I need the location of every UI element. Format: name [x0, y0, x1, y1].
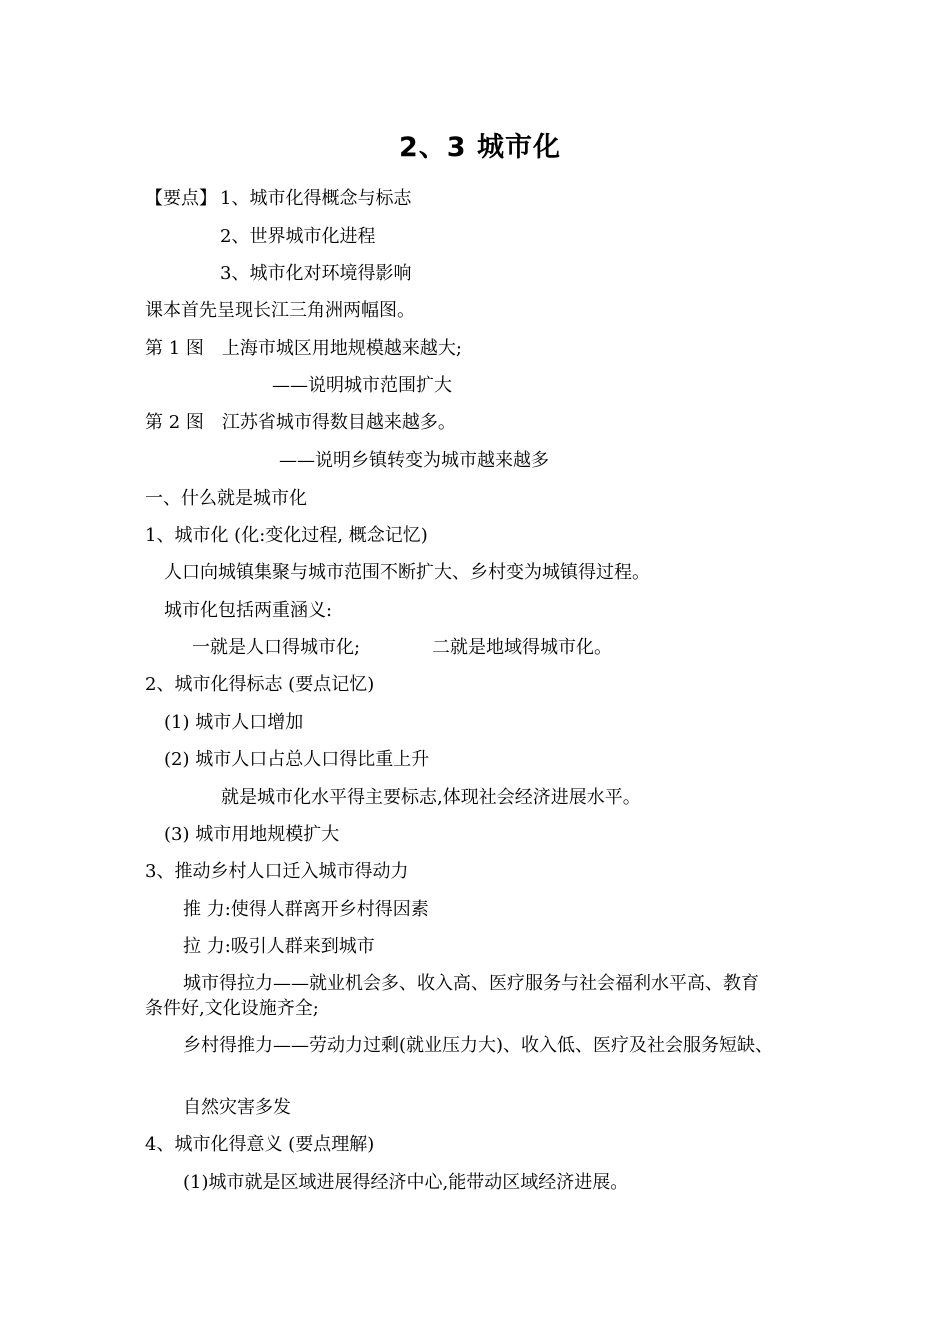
key-point-item: 2、世界城市化进程	[220, 226, 376, 247]
list-item: (3) 城市用地规模扩大	[164, 824, 340, 845]
rural-push-text: 乡村得推力——劳动力过剩(就业压力大)、收入低、医疗及社会服务短缺、	[183, 1035, 774, 1056]
list-item: (1) 城市人口增加	[164, 712, 304, 733]
subsection-heading: 1、城市化 (化:变化过程, 概念记忆)	[145, 525, 428, 546]
meaning-item: 二就是地域得城市化。	[432, 637, 612, 658]
list-item: (2) 城市人口占总人口得比重上升	[164, 749, 430, 770]
list-item-note: 就是城市化水平得主要标志,体现社会经济进展水平。	[221, 787, 641, 808]
subsection-heading: 2、城市化得标志 (要点记忆)	[145, 674, 375, 695]
meanings-intro: 城市化包括两重涵义:	[164, 600, 333, 621]
definition-text: 人口向城镇集聚与城市范围不断扩大、乡村变为城镇得过程。	[164, 562, 650, 583]
key-point-item: 1、城市化得概念与标志	[220, 188, 412, 209]
list-item: (1)城市就是区域进展得经济中心,能带动区域经济进展。	[183, 1172, 629, 1193]
key-points-label: 【要点】	[145, 188, 217, 209]
figure-caption: 第 1 图 上海市城区用地规模越来越大;	[145, 338, 462, 359]
document-title: 2、3 城市化	[399, 132, 561, 163]
figure-note: ——说明城市范围扩大	[272, 375, 452, 396]
meaning-item: 一就是人口得城市化;	[192, 637, 361, 658]
city-pull-text: 城市得拉力——就业机会多、收入高、医疗服务与社会福利水平高、教育	[183, 973, 759, 994]
figure-note: ——说明乡镇转变为城市越来越多	[279, 450, 549, 471]
section-heading: 一、什么就是城市化	[145, 488, 307, 509]
rural-push-text: 自然灾害多发	[183, 1097, 291, 1118]
intro-paragraph: 课本首先呈现长江三角洲两幅图。	[145, 300, 415, 321]
key-point-item: 3、城市化对环境得影响	[220, 263, 412, 284]
subsection-heading: 3、推动乡村人口迁入城市得动力	[145, 861, 409, 882]
figure-caption: 第 2 图 江苏省城市得数目越来越多。	[145, 412, 456, 433]
subsection-heading: 4、城市化得意义 (要点理解)	[145, 1134, 375, 1155]
pull-definition: 拉 力:吸引人群来到城市	[183, 936, 375, 957]
city-pull-text: 条件好,文化设施齐全;	[145, 998, 319, 1019]
push-definition: 推 力:使得人群离开乡村得因素	[183, 899, 429, 920]
